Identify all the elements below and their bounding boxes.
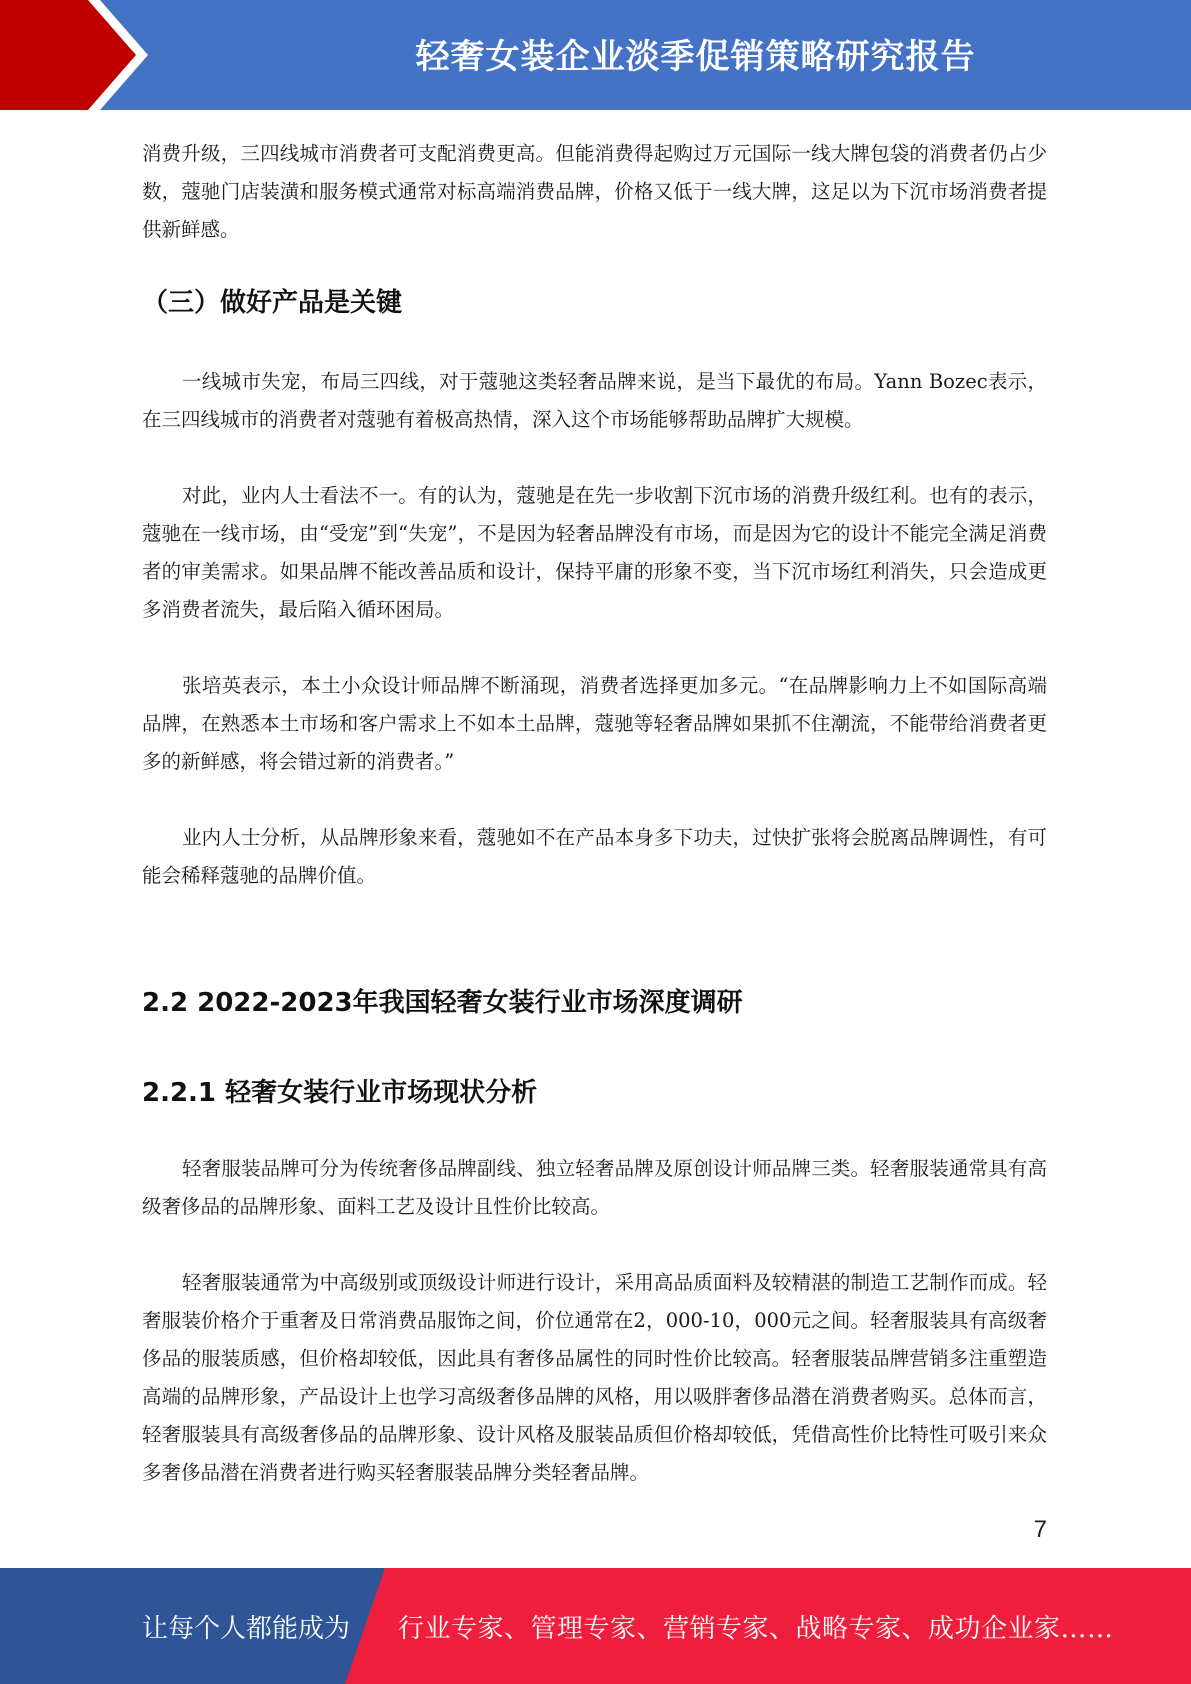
page-footer <box>0 1568 1191 1684</box>
report-title: 轻奢女装企业淡季促销策略研究报告 <box>415 36 976 77</box>
paragraph-consumption-upgrade: 消费升级，三四线城市消费者可支配消费更高。但能消费得起购过万元国际一线大牌包袋的消费者仍占少数，蔻驰门店装潢和服务模式通常对标高端消费品牌，价格又低于一线大牌，这足以为下沉市场消费者提供新鲜感。 <box>142 142 1047 241</box>
paragraph-designer-brands: 张培英表示，本土小众设计师品牌不断涌现，消费者选择更加多元。“在品牌影响力上不如国际高端品牌，在熟悉本土市场和客户需求上不如本土品牌，蔻驰等轻奢品牌如果抓不住潮流，不能带给消费者更多的新鲜感，将会错过新的消费者。” <box>142 674 1047 773</box>
paragraph-light-luxury-pricing: 轻奢服装通常为中高级别或顶级设计师进行设计，采用高品质面料及较精湛的制造工艺制作而成。轻奢服装价格介于重奢及日常消费品服饰之间，价位通常在2，000-10，000元之间。轻奢服装具有高级奢侈品的服装质感，但价格却较低，因此具有奢侈品属性的同时性价比较高。轻奢服装品牌营销多注重塑造高端的品牌形象，产品设计上也学习高级奢侈品牌的风格，用以吸胖奢侈品潜在消费者购买。总体而言，轻奢服装具有高级奢侈品的品牌形象、设计风格及服装品质但价格却较低，凭借高性价比特性可吸引来众多奢侈品潜在消费者进行购买轻奢服装品牌分类轻奢品牌。 <box>142 1271 1047 1484</box>
paragraph-brand-categories: 轻奢服装品牌可分为传统奢侈品牌副线、独立轻奢品牌及原创设计师品牌三类。轻奢服装通常具有高级奢侈品的品牌形象、面料工艺及设计且性价比较高。 <box>142 1157 1047 1218</box>
section-heading-2-2-1: 2.2.1 轻奢女装行业市场现状分析 <box>142 1078 538 1108</box>
section-heading-2-2: 2.2 2022-2023年我国轻奢女装行业市场深度调研 <box>142 988 743 1018</box>
section-heading-product-key: （三）做好产品是关键 <box>142 288 403 318</box>
page-header <box>0 0 1191 110</box>
paragraph-industry-views: 对此，业内人士看法不一。有的认为，蔻驰是在先一步收割下沉市场的消费升级红利。也有的表示，蔻驰在一线市场，由“受宠”到“失宠”，不是因为轻奢品牌没有市场，而是因为它的设计不能完全满足消费者的审美需求。如果品牌不能改善品质和设计，保持平庸的形象不变，当下沉市场红利消失，只会造成更多消费者流失，最后陷入循环困局。 <box>142 484 1047 621</box>
page-number: 7 <box>1033 1516 1047 1543</box>
footer-slogan-left: 让每个人都能成为 <box>142 1613 351 1644</box>
paragraph-brand-dilution: 业内人士分析，从品牌形象来看，蔻驰如不在产品本身多下功夫，过快扩张将会脱离品牌调性，有可能会稀释蔻驰的品牌价值。 <box>142 826 1047 887</box>
paragraph-tier-three-cities: 一线城市失宠，布局三四线，对于蔻驰这类轻奢品牌来说，是当下最优的布局。Yann Bozec表示，在三四线城市的消费者对蔻驰有着极高热情，深入这个市场能够帮助品牌扩大规模。 <box>142 370 1047 431</box>
footer-slogan-right: 行业专家、管理专家、营销专家、战略专家、成功企业家…… <box>398 1613 1114 1644</box>
